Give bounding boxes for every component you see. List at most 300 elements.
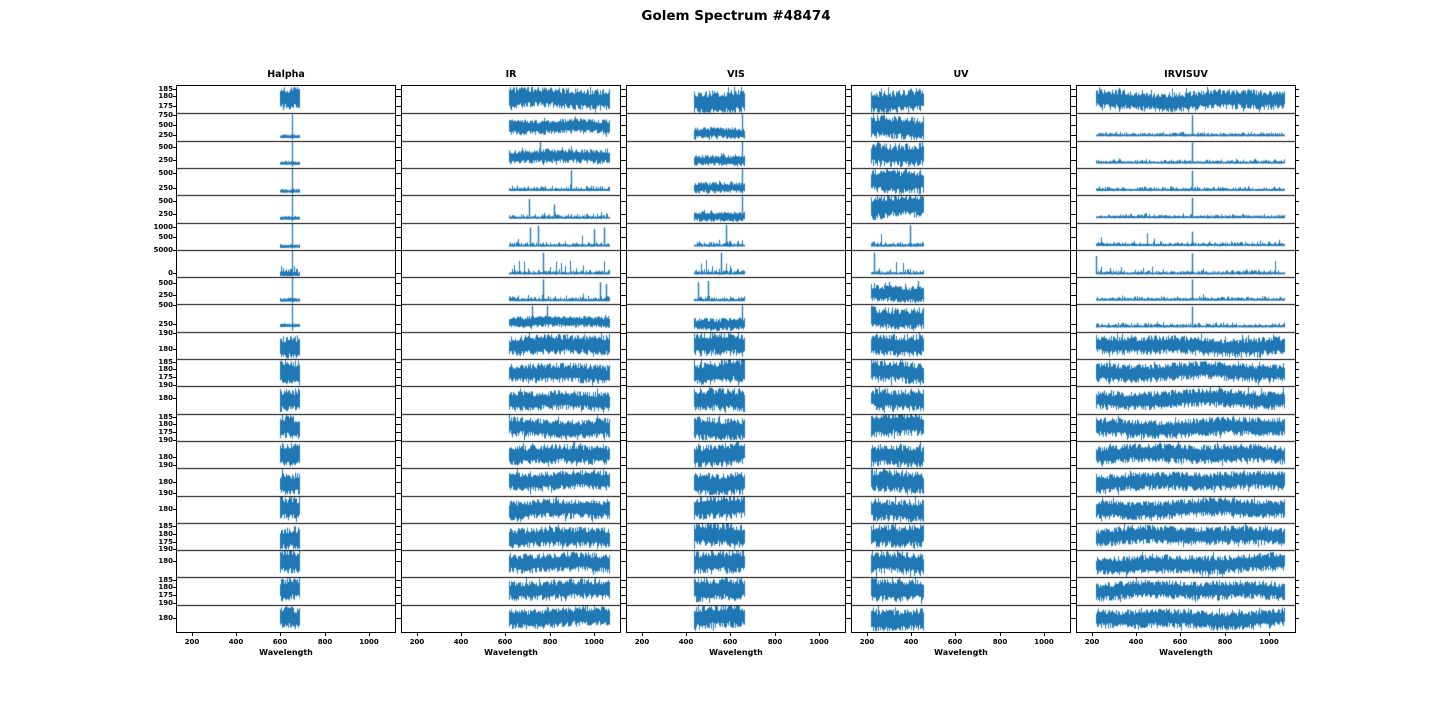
y-tick-mark	[398, 457, 401, 458]
x-tick-label: 800	[1217, 638, 1233, 646]
y-tick-mark	[1296, 398, 1299, 399]
y-tick-label: 180	[158, 419, 173, 428]
y-tick-mark	[398, 526, 401, 527]
y-tick-mark	[173, 201, 176, 202]
y-tick-mark	[848, 295, 851, 296]
y-tick-label: 500	[158, 279, 173, 288]
y-tick-mark	[623, 465, 626, 466]
column-title: UV	[953, 69, 969, 80]
y-tick-mark	[173, 377, 176, 378]
y-tick-mark	[623, 201, 626, 202]
y-tick-mark	[1296, 201, 1299, 202]
y-tick-mark	[1073, 534, 1076, 535]
y-tick-mark	[173, 595, 176, 596]
y-tick-mark	[1296, 214, 1299, 215]
y-tick-mark	[1296, 160, 1299, 161]
y-tick-mark	[1296, 125, 1299, 126]
y-tick-mark	[623, 349, 626, 350]
y-tick-mark	[398, 509, 401, 510]
x-axis-label: Wavelength	[709, 648, 763, 657]
column-title: Halpha	[267, 69, 305, 80]
x-tick-mark	[1269, 633, 1270, 636]
y-tick-mark	[398, 482, 401, 483]
y-tick-mark	[623, 424, 626, 425]
subplot-column-uv	[851, 69, 1071, 657]
y-tick-mark	[173, 603, 176, 604]
y-tick-mark	[1296, 333, 1299, 334]
y-tick-mark	[173, 457, 176, 458]
y-tick-label: 190	[158, 545, 173, 554]
y-tick-mark	[173, 173, 176, 174]
y-tick-mark	[173, 587, 176, 588]
y-tick-mark	[848, 349, 851, 350]
y-tick-mark	[1296, 618, 1299, 619]
y-tick-mark	[398, 115, 401, 116]
y-tick-mark	[848, 465, 851, 466]
y-tick-mark	[848, 362, 851, 363]
y-tick-mark	[848, 580, 851, 581]
y-tick-mark	[398, 227, 401, 228]
x-tick-label: 1000	[809, 638, 829, 646]
y-tick-mark	[398, 324, 401, 325]
y-tick-mark	[623, 509, 626, 510]
y-tick-mark	[1296, 377, 1299, 378]
subplot-column-halpha	[153, 69, 396, 657]
y-tick-mark	[173, 237, 176, 238]
x-tick-label: 600	[497, 638, 513, 646]
y-tick-label: 180	[158, 529, 173, 538]
y-tick-mark	[398, 125, 401, 126]
y-tick-mark	[848, 89, 851, 90]
y-tick-mark	[848, 369, 851, 370]
y-tick-label: 175	[158, 590, 173, 599]
y-tick-mark	[1073, 580, 1076, 581]
y-tick-label: 250	[158, 130, 173, 139]
y-tick-mark	[623, 398, 626, 399]
y-tick-mark	[173, 273, 176, 274]
y-tick-mark	[848, 324, 851, 325]
spectra-canvas	[402, 86, 620, 632]
x-tick-mark	[686, 633, 687, 636]
y-tick-mark	[1296, 173, 1299, 174]
y-tick-mark	[1296, 509, 1299, 510]
y-tick-mark	[848, 595, 851, 596]
x-axis-label: Wavelength	[1159, 648, 1213, 657]
y-tick-mark	[623, 125, 626, 126]
y-tick-mark	[848, 618, 851, 619]
y-tick-mark	[173, 440, 176, 441]
y-tick-mark	[623, 96, 626, 97]
y-tick-mark	[1073, 273, 1076, 274]
y-tick-label: 5000	[153, 245, 173, 254]
y-tick-mark	[1073, 135, 1076, 136]
y-tick-mark	[173, 324, 176, 325]
y-tick-mark	[1296, 440, 1299, 441]
y-tick-mark	[848, 201, 851, 202]
y-tick-mark	[1073, 283, 1076, 284]
subplot-column-irvisuv	[1076, 69, 1296, 657]
y-tick-mark	[1296, 135, 1299, 136]
x-tick-mark	[867, 633, 868, 636]
y-tick-mark	[398, 493, 401, 494]
y-tick-mark	[173, 333, 176, 334]
y-tick-mark	[398, 465, 401, 466]
y-tick-mark	[1073, 398, 1076, 399]
y-tick-mark	[398, 618, 401, 619]
x-tick-label: 1000	[584, 638, 604, 646]
y-tick-mark	[848, 534, 851, 535]
y-tick-mark	[848, 377, 851, 378]
y-tick-mark	[398, 173, 401, 174]
y-tick-mark	[1296, 96, 1299, 97]
y-tick-mark	[623, 542, 626, 543]
x-tick-mark	[1136, 633, 1137, 636]
y-tick-mark	[1073, 333, 1076, 334]
y-tick-mark	[173, 125, 176, 126]
column-title: IRVISUV	[1164, 69, 1208, 80]
y-tick-label: 180	[158, 557, 173, 566]
y-tick-mark	[1296, 549, 1299, 550]
subplot-column-ir	[401, 69, 621, 657]
y-tick-mark	[623, 214, 626, 215]
y-tick-mark	[1073, 201, 1076, 202]
y-tick-label: 190	[158, 435, 173, 444]
y-tick-mark	[1073, 549, 1076, 550]
x-axis-label: Wavelength	[934, 648, 988, 657]
y-tick-mark	[848, 305, 851, 306]
x-tick-mark	[911, 633, 912, 636]
y-tick-mark	[1296, 493, 1299, 494]
x-tick-label: 600	[1172, 638, 1188, 646]
x-tick-mark	[1180, 633, 1181, 636]
y-tick-mark	[173, 283, 176, 284]
x-tick-label: 400	[903, 638, 919, 646]
y-tick-mark	[1073, 227, 1076, 228]
y-tick-mark	[848, 147, 851, 148]
y-tick-mark	[173, 305, 176, 306]
x-axis-label: Wavelength	[259, 648, 313, 657]
y-tick-mark	[1073, 424, 1076, 425]
y-tick-mark	[623, 305, 626, 306]
y-tick-mark	[848, 549, 851, 550]
y-tick-label: 180	[158, 477, 173, 486]
x-tick-mark	[594, 633, 595, 636]
y-tick-mark	[623, 377, 626, 378]
x-tick-mark	[192, 633, 193, 636]
y-tick-mark	[1296, 595, 1299, 596]
x-tick-mark	[1092, 633, 1093, 636]
x-tick-label: 400	[678, 638, 694, 646]
x-tick-mark	[236, 633, 237, 636]
spectra-canvas	[177, 86, 395, 632]
y-tick-mark	[1073, 509, 1076, 510]
y-tick-label: 175	[158, 373, 173, 382]
y-tick-mark	[848, 115, 851, 116]
y-tick-mark	[173, 580, 176, 581]
y-tick-mark	[1296, 587, 1299, 588]
y-tick-mark	[623, 603, 626, 604]
y-tick-mark	[623, 482, 626, 483]
y-tick-label: 500	[158, 169, 173, 178]
y-tick-mark	[1073, 295, 1076, 296]
y-tick-label: 500	[158, 196, 173, 205]
y-tick-label: 250	[158, 291, 173, 300]
y-tick-mark	[173, 349, 176, 350]
y-tick-mark	[1073, 96, 1076, 97]
x-tick-label: 200	[859, 638, 875, 646]
y-tick-mark	[848, 526, 851, 527]
y-tick-label: 180	[158, 344, 173, 353]
y-tick-mark	[1073, 214, 1076, 215]
y-tick-mark	[848, 106, 851, 107]
x-tick-mark	[369, 633, 370, 636]
y-tick-mark	[623, 147, 626, 148]
x-tick-label: 600	[722, 638, 738, 646]
y-tick-mark	[398, 305, 401, 306]
y-tick-label: 250	[158, 155, 173, 164]
y-tick-mark	[848, 542, 851, 543]
y-tick-mark	[1073, 561, 1076, 562]
y-tick-mark	[173, 417, 176, 418]
y-tick-mark	[1073, 106, 1076, 107]
column-title: IR	[505, 69, 517, 80]
y-tick-label: 250	[158, 183, 173, 192]
y-tick-mark	[1073, 457, 1076, 458]
y-tick-mark	[848, 160, 851, 161]
y-tick-mark	[623, 580, 626, 581]
y-tick-mark	[1073, 305, 1076, 306]
x-tick-label: 1000	[1034, 638, 1054, 646]
y-tick-mark	[1073, 482, 1076, 483]
y-tick-mark	[398, 273, 401, 274]
y-tick-mark	[1296, 534, 1299, 535]
y-tick-mark	[848, 432, 851, 433]
y-tick-mark	[173, 509, 176, 510]
y-tick-mark	[623, 561, 626, 562]
y-tick-mark	[173, 106, 176, 107]
y-tick-mark	[173, 362, 176, 363]
y-tick-label: 190	[158, 380, 173, 389]
y-tick-mark	[1073, 115, 1076, 116]
y-tick-mark	[623, 432, 626, 433]
y-tick-mark	[398, 250, 401, 251]
y-tick-mark	[1073, 440, 1076, 441]
y-tick-mark	[398, 603, 401, 604]
x-tick-label: 200	[409, 638, 425, 646]
y-tick-mark	[1073, 618, 1076, 619]
y-tick-mark	[623, 385, 626, 386]
y-tick-mark	[398, 160, 401, 161]
y-tick-mark	[623, 250, 626, 251]
y-tick-mark	[1073, 493, 1076, 494]
y-tick-mark	[623, 587, 626, 588]
y-tick-mark	[398, 96, 401, 97]
y-tick-mark	[173, 398, 176, 399]
y-tick-label: 0	[168, 269, 173, 277]
y-tick-label: 190	[158, 598, 173, 607]
y-tick-mark	[173, 89, 176, 90]
y-tick-mark	[848, 125, 851, 126]
y-tick-mark	[173, 493, 176, 494]
y-tick-mark	[1073, 369, 1076, 370]
y-tick-mark	[1296, 417, 1299, 418]
y-tick-mark	[1073, 385, 1076, 386]
y-tick-mark	[848, 603, 851, 604]
y-tick-mark	[1296, 432, 1299, 433]
y-tick-mark	[1073, 160, 1076, 161]
x-tick-label: 800	[767, 638, 783, 646]
y-tick-mark	[398, 561, 401, 562]
y-tick-mark	[623, 333, 626, 334]
y-tick-label: 1000	[153, 222, 173, 231]
y-tick-mark	[1296, 526, 1299, 527]
y-tick-mark	[623, 188, 626, 189]
y-tick-mark	[398, 201, 401, 202]
y-tick-mark	[848, 96, 851, 97]
y-tick-label: 185	[158, 84, 173, 93]
y-tick-mark	[848, 561, 851, 562]
y-tick-mark	[1296, 457, 1299, 458]
y-tick-mark	[398, 362, 401, 363]
y-tick-mark	[398, 147, 401, 148]
y-tick-label: 185	[158, 358, 173, 367]
y-tick-mark	[173, 561, 176, 562]
y-tick-label: 185	[158, 412, 173, 421]
y-tick-mark	[173, 115, 176, 116]
y-tick-mark	[1296, 542, 1299, 543]
x-tick-label: 800	[992, 638, 1008, 646]
y-tick-mark	[848, 273, 851, 274]
y-tick-mark	[623, 283, 626, 284]
y-tick-mark	[1296, 147, 1299, 148]
x-tick-mark	[730, 633, 731, 636]
y-tick-mark	[173, 465, 176, 466]
y-tick-mark	[1296, 188, 1299, 189]
y-tick-label: 250	[158, 319, 173, 328]
spectra-canvas	[852, 86, 1070, 632]
column-title: VIS	[727, 69, 745, 80]
y-tick-mark	[623, 549, 626, 550]
y-tick-mark	[1073, 125, 1076, 126]
y-tick-mark	[1073, 432, 1076, 433]
y-tick-mark	[1073, 89, 1076, 90]
y-tick-mark	[1073, 417, 1076, 418]
y-tick-mark	[398, 89, 401, 90]
y-tick-mark	[398, 398, 401, 399]
y-tick-mark	[623, 324, 626, 325]
y-tick-mark	[1073, 603, 1076, 604]
y-tick-mark	[173, 135, 176, 136]
y-tick-mark	[173, 250, 176, 251]
x-tick-label: 200	[634, 638, 650, 646]
y-tick-mark	[848, 385, 851, 386]
y-tick-mark	[1073, 595, 1076, 596]
y-tick-label: 180	[158, 393, 173, 402]
y-tick-mark	[398, 283, 401, 284]
y-tick-mark	[1073, 542, 1076, 543]
y-tick-mark	[1296, 283, 1299, 284]
y-tick-mark	[623, 457, 626, 458]
y-tick-mark	[398, 369, 401, 370]
y-tick-mark	[1296, 369, 1299, 370]
y-tick-mark	[173, 227, 176, 228]
y-tick-mark	[1073, 188, 1076, 189]
y-tick-label: 500	[158, 232, 173, 241]
y-tick-mark	[623, 534, 626, 535]
y-tick-mark	[623, 237, 626, 238]
y-tick-label: 185	[158, 522, 173, 531]
y-tick-mark	[1073, 526, 1076, 527]
y-tick-mark	[1296, 603, 1299, 604]
y-tick-mark	[623, 417, 626, 418]
y-tick-mark	[1296, 465, 1299, 466]
y-tick-mark	[173, 618, 176, 619]
y-tick-mark	[623, 173, 626, 174]
x-tick-mark	[1044, 633, 1045, 636]
x-tick-label: 600	[947, 638, 963, 646]
y-tick-mark	[173, 534, 176, 535]
y-tick-mark	[398, 534, 401, 535]
y-tick-mark	[398, 385, 401, 386]
y-tick-mark	[398, 106, 401, 107]
y-tick-mark	[623, 362, 626, 363]
x-tick-label: 1000	[1259, 638, 1279, 646]
plot-area	[0, 69, 1440, 705]
y-tick-mark	[1296, 362, 1299, 363]
y-tick-mark	[623, 115, 626, 116]
x-tick-mark	[417, 633, 418, 636]
y-tick-mark	[1296, 250, 1299, 251]
y-tick-label: 500	[158, 120, 173, 129]
y-tick-mark	[398, 440, 401, 441]
y-tick-mark	[1296, 324, 1299, 325]
y-tick-mark	[848, 135, 851, 136]
y-tick-mark	[398, 333, 401, 334]
y-tick-mark	[623, 369, 626, 370]
y-tick-label: 175	[158, 427, 173, 436]
y-tick-mark	[848, 493, 851, 494]
y-tick-mark	[1073, 362, 1076, 363]
y-tick-mark	[848, 509, 851, 510]
y-tick-mark	[623, 493, 626, 494]
x-tick-mark	[550, 633, 551, 636]
spectra-canvas	[627, 86, 845, 632]
y-tick-mark	[1073, 377, 1076, 378]
y-tick-label: 500	[158, 142, 173, 151]
y-tick-mark	[623, 160, 626, 161]
y-tick-mark	[623, 227, 626, 228]
y-tick-label: 175	[158, 102, 173, 111]
y-tick-mark	[173, 96, 176, 97]
y-tick-mark	[1296, 561, 1299, 562]
y-tick-label: 180	[158, 453, 173, 462]
y-tick-label: 190	[158, 460, 173, 469]
y-tick-mark	[848, 237, 851, 238]
y-tick-label: 180	[158, 614, 173, 623]
y-tick-label: 190	[158, 329, 173, 338]
y-tick-mark	[848, 214, 851, 215]
y-tick-mark	[398, 349, 401, 350]
y-tick-mark	[1296, 424, 1299, 425]
y-tick-mark	[173, 432, 176, 433]
x-tick-label: 200	[1084, 638, 1100, 646]
x-tick-mark	[280, 633, 281, 636]
y-tick-mark	[623, 89, 626, 90]
y-tick-mark	[623, 595, 626, 596]
y-tick-mark	[848, 440, 851, 441]
y-tick-mark	[1296, 305, 1299, 306]
y-tick-mark	[398, 424, 401, 425]
